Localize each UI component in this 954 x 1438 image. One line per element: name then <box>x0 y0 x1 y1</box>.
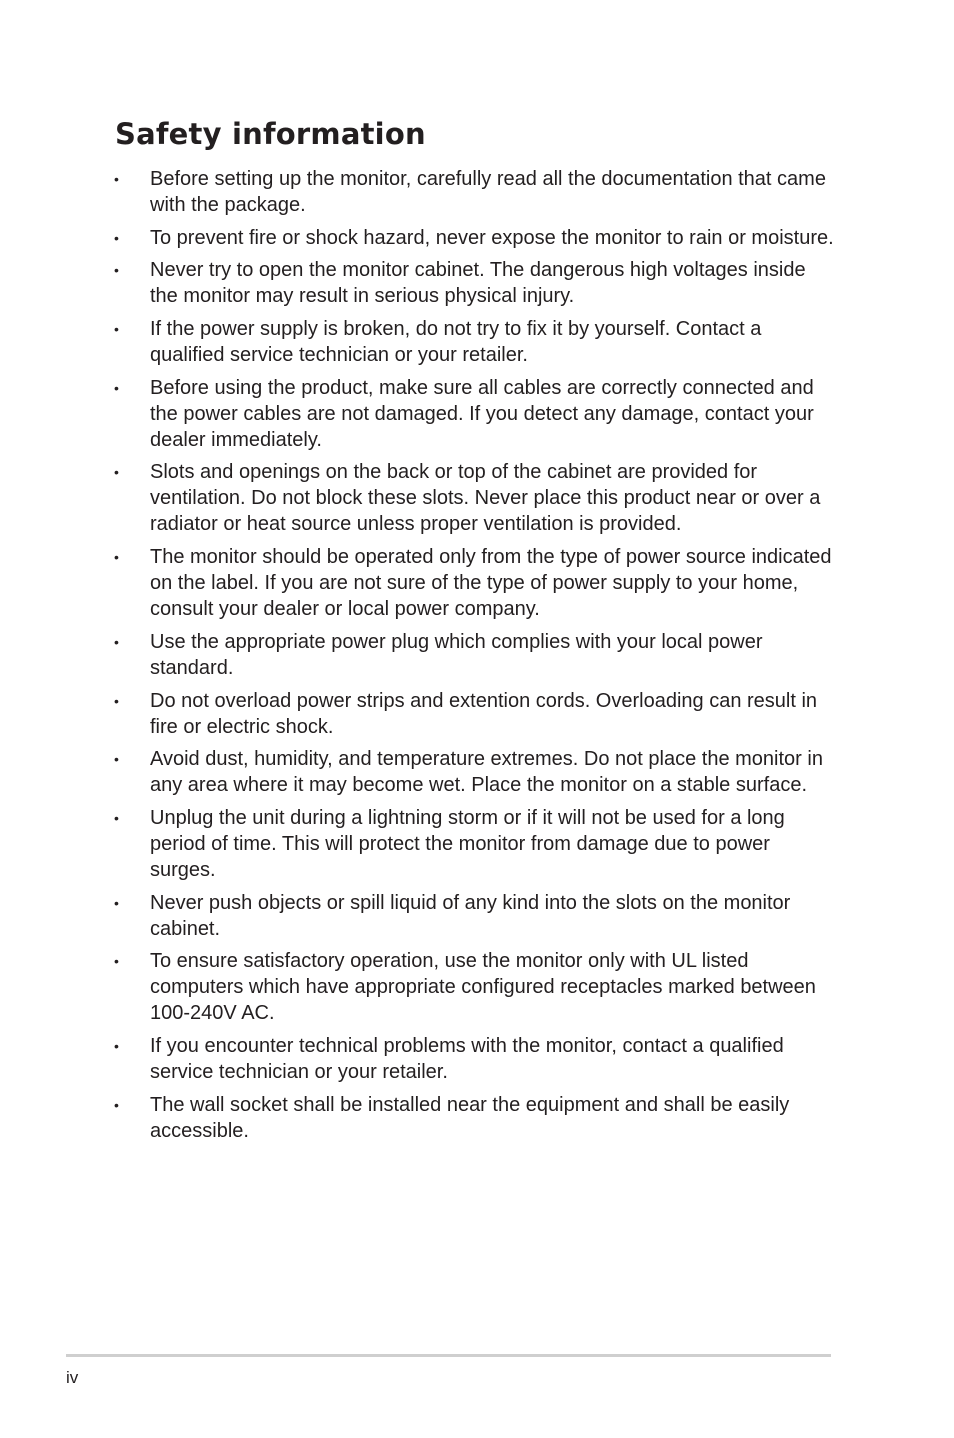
list-item-text: Avoid dust, humidity, and temperature extremes. Do not place the monitor in any area where it may become wet. Place the monitor on a stable surface. <box>150 748 823 797</box>
list-item <box>112 1092 834 1144</box>
bullet-icon: • <box>114 953 119 970</box>
list-item-text: Before using the product, make sure all cables are correctly connected and the power cables are not damaged. If you detect any damage, contact your dealer immediately. <box>150 376 814 451</box>
list-item <box>112 257 834 309</box>
list-item-text: Slots and openings on the back or top of the cabinet are provided for ventilation. Do not block these slots. Never place this product near or over a radiator or heat source unless proper ventilation is provided. <box>150 461 821 536</box>
list-item <box>112 166 834 218</box>
bullet-icon: • <box>114 751 119 768</box>
list-item <box>112 459 834 537</box>
list-item <box>112 948 834 1026</box>
bullet-icon: • <box>114 229 119 246</box>
list-item <box>112 688 834 740</box>
list-item-text: Never push objects or spill liquid of any kind into the slots on the monitor cabinet. <box>150 891 791 940</box>
bullet-icon: • <box>114 321 119 338</box>
list-item-text: The monitor should be operated only from the type of power source indicated on the label. If you are not sure of the type of power supply to your home, consult your dealer or local power company. <box>150 546 832 621</box>
bullet-icon: • <box>114 1037 119 1054</box>
bullet-icon: • <box>114 809 119 826</box>
safety-bullet-list <box>112 166 834 1150</box>
bullet-icon: • <box>114 633 119 650</box>
page-number: iv <box>66 1368 79 1387</box>
list-item <box>112 890 834 942</box>
bullet-icon: • <box>114 262 119 279</box>
bullet-icon: • <box>114 464 119 481</box>
list-item-text: Before setting up the monitor, carefully read all the documentation that came with the package. <box>150 168 826 216</box>
bullet-icon: • <box>114 171 119 187</box>
list-item-text: Use the appropriate power plug which complies with your local power standard. <box>150 630 763 679</box>
list-item-text: Do not overload power strips and extention cords. Overloading can result in fire or electric shock. <box>150 689 818 738</box>
footer-divider <box>66 1354 831 1357</box>
list-item-text: Unplug the unit during a lightning storm or if it will not be used for a long period of time. This will protect the monitor from damage due to power surges. <box>150 806 785 881</box>
list-item-text: To ensure satisfactory operation, use the monitor only with UL listed computers which have appropriate configured receptacles marked between 100-240V AC. <box>150 950 816 1025</box>
list-item <box>112 225 834 251</box>
bullet-icon: • <box>114 692 119 709</box>
list-item-text: If the power supply is broken, do not try to fix it by yourself. Contact a qualified service technician or your retailer. <box>150 318 762 367</box>
page-title: Safety information <box>115 117 426 151</box>
bullet-icon: • <box>114 549 119 566</box>
bullet-icon: • <box>114 1096 119 1113</box>
bullet-icon: • <box>114 379 119 396</box>
list-item-text: If you encounter technical problems with the monitor, contact a qualified service technician or your retailer. <box>150 1034 784 1083</box>
list-item <box>112 375 834 453</box>
list-item <box>112 746 834 798</box>
bullet-icon: • <box>114 894 119 911</box>
list-item-text: The wall socket shall be installed near the equipment and shall be easily accessible. <box>150 1093 790 1142</box>
list-item <box>112 316 834 368</box>
list-item-text: To prevent fire or shock hazard, never expose the monitor to rain or moisture. <box>150 226 834 249</box>
list-item-text: Never try to open the monitor cabinet. The dangerous high voltages inside the monitor may result in serious physical injury. <box>150 259 806 308</box>
list-item <box>112 1033 834 1085</box>
list-item <box>112 544 834 622</box>
list-item <box>112 805 834 883</box>
list-item <box>112 629 834 681</box>
